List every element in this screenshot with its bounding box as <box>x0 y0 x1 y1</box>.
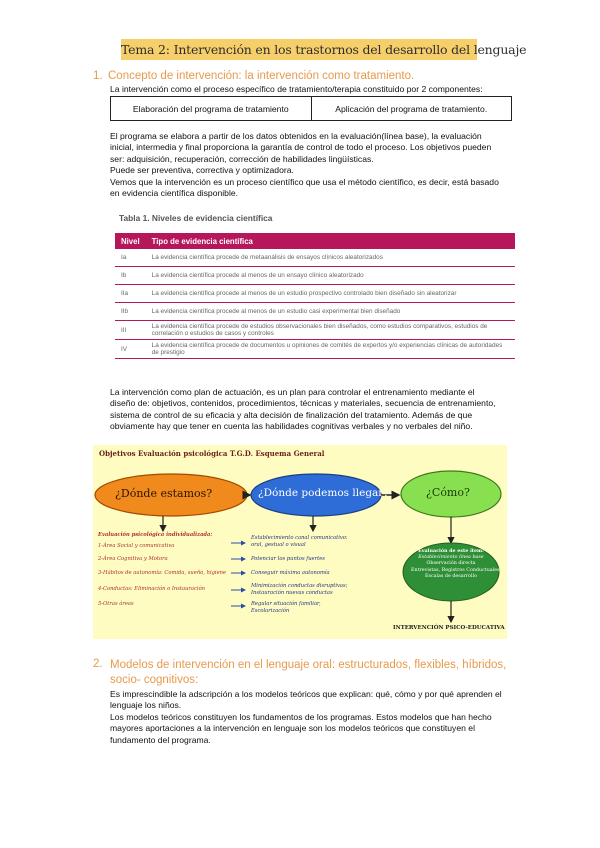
table-row <box>115 321 515 340</box>
row-text: La evidencia científica procede de documentos u opiniones de comités de expertos y/o experiencias clínicas de autoridades de prestigio <box>146 340 515 359</box>
left-item: 3-Hábitos de autonomía: Comida, sueño, higiene <box>98 570 227 576</box>
row-level: Ib <box>115 267 146 285</box>
paragraph-line: diseño de: objetivos, contenidos, procedimientos, técnicas y materiales, secuencia de entrenamiento, <box>110 398 496 409</box>
evidence-table <box>115 233 515 359</box>
header-type: Tipo de evidencia científica <box>146 233 515 249</box>
section-1-paragraph <box>110 131 499 199</box>
left-heading: Evaluación psicológica individualizada: <box>98 532 213 538</box>
section-1-heading: Concepto de intervención: la intervención como tratamiento. <box>108 70 415 82</box>
paragraph-line: Los modelos teóricos constituyen los fundamentos de los programas. Estos modelos que han hecho <box>110 711 492 722</box>
evaluation-line: Escalas de desarrollo <box>425 574 477 580</box>
paragraph-line: obviamente hay que tener en cuenta las habilidades cognitivas verbales y no verbales del niño. <box>110 421 473 432</box>
heading-line: socio- cognitivos: <box>110 674 199 686</box>
evaluation-line: Entrevistas, Registros Conductuales <box>411 567 500 573</box>
evaluation-diagram <box>93 445 507 639</box>
table-row <box>115 340 515 359</box>
oval-where-are-we-label: ¿Dónde estamos? <box>115 487 213 500</box>
middle-item: Conseguir máxima autonomía <box>251 570 330 576</box>
section-2-heading <box>110 658 506 688</box>
middle-item: Minimización conductas disruptivas; Instauración nuevas conductas <box>251 583 348 596</box>
table-row <box>115 249 515 267</box>
paragraph-line: mayores aportaciones a la intervención en lenguaje son los modelos teóricos que constituyen el <box>110 723 475 734</box>
left-item: 2-Área Cognitiva y Motora <box>98 556 168 562</box>
paragraph-line: en evidencia científica disponible. <box>110 188 239 199</box>
paragraph-line: sistema de control de su eficacia y alta decisión de finalización del tratamiento. Además de que <box>110 409 473 420</box>
section-1-number: 1. <box>93 70 103 82</box>
middle-item: Potenciar los puntos fuertes <box>251 556 325 562</box>
row-text: La evidencia científica procede de estudios observacionales bien diseñados, como estudios comparativos, estudios de correlación o estudios de casos y controles <box>146 321 515 340</box>
table-row <box>115 285 515 303</box>
plan-paragraph <box>110 387 496 433</box>
row-level: IV <box>115 340 146 359</box>
row-level: IIa <box>115 285 146 303</box>
row-text: La evidencia científica procede al menos de un estudio prospectivo controlado bien diseñado sin aleatorizar <box>146 285 515 303</box>
middle-item: Regular situación familiar, Escolarización <box>251 601 321 614</box>
paragraph-line: inicial, intermedia y final proporciona la garantía de control de todo el proceso. Los objetivos pueden <box>110 142 492 153</box>
header-level: Nivel <box>115 233 146 249</box>
evaluation-line: Observación directa <box>426 561 476 567</box>
middle-item: Establecimiento canal comunicativo: oral, gestual o visual <box>251 535 348 548</box>
row-text: La evidencia científica procede al menos de un estudio casi experimental bien diseñado <box>146 303 515 321</box>
row-text: La evidencia científica procede de metaanálisis de ensayos clínicos aleatorizados <box>146 249 515 267</box>
table-caption: Tabla 1. Niveles de evidencia científica <box>119 213 273 223</box>
section-2-number: 2. <box>93 658 103 670</box>
oval-how-label: ¿Cómo? <box>426 486 470 499</box>
paragraph-line: ser: adquisición, recuperación, corrección de habilidades lingüísticas. <box>110 153 374 164</box>
paragraph-line: fundamento del programa. <box>110 734 211 745</box>
component-application: Aplicación del programa de tratamiento. <box>311 97 512 120</box>
row-level: III <box>115 321 146 340</box>
table-row <box>115 303 515 321</box>
diagram-footer: INTERVENCIÓN PSICO-EDUCATIVA <box>393 625 505 631</box>
components-box <box>110 96 512 121</box>
evaluation-line: Evaluación de este ítem: <box>418 548 484 554</box>
paragraph-line: La intervención como plan de actuación, es un plan para controlar el entrenamiento mediante el <box>110 387 475 397</box>
evaluation-oval-text <box>411 548 500 581</box>
page-title: Tema 2: Intervención en los trastornos del desarrollo del lenguaje <box>121 39 477 60</box>
paragraph-line: Puede ser preventiva, correctiva y optimizadora. <box>110 165 294 176</box>
paragraph-line: lenguaje los niños. <box>110 700 182 711</box>
left-item: 1-Área Social y comunicativa <box>98 543 175 549</box>
left-item: 5-Otras áreas <box>98 601 134 607</box>
diagram-title: Objetivos Evaluación psicológica T.G.D. Esquema General <box>99 449 325 458</box>
paragraph-line: Es imprescindible la adscripción a los modelos teóricos que explican: qué, cómo y por qué aprenden el <box>110 689 502 699</box>
oval-where-can-we-go-label: ¿Dónde podemos llegar? <box>258 487 389 499</box>
row-level: IIb <box>115 303 146 321</box>
paragraph-line: Vemos que la intervención es un proceso científico que usa el método científico, es decir, está basado <box>110 176 499 187</box>
section-2-paragraph <box>110 689 502 746</box>
table-header-row <box>115 233 515 249</box>
paragraph-line: El programa se elabora a partir de los datos obtenidos en la evaluación(línea base), la evaluación <box>110 131 482 141</box>
heading-line: Modelos de intervención en el lenguaje oral: estructurados, flexibles, híbridos, <box>110 659 507 671</box>
section-1-intro: La intervención como el proceso específico de tratamiento/terapia constituido por 2 componentes: <box>110 84 483 94</box>
component-elaboration: Elaboración del programa de tratamiento <box>132 103 289 114</box>
row-level: Ia <box>115 249 146 267</box>
left-item: 4-Conductas: Eliminación o Instauración <box>98 586 206 592</box>
evaluation-line: Establecimiento línea base <box>418 554 484 560</box>
row-text: La evidencia científica procede al menos de un ensayo clínico aleatorizado <box>146 267 515 285</box>
table-row <box>115 267 515 285</box>
